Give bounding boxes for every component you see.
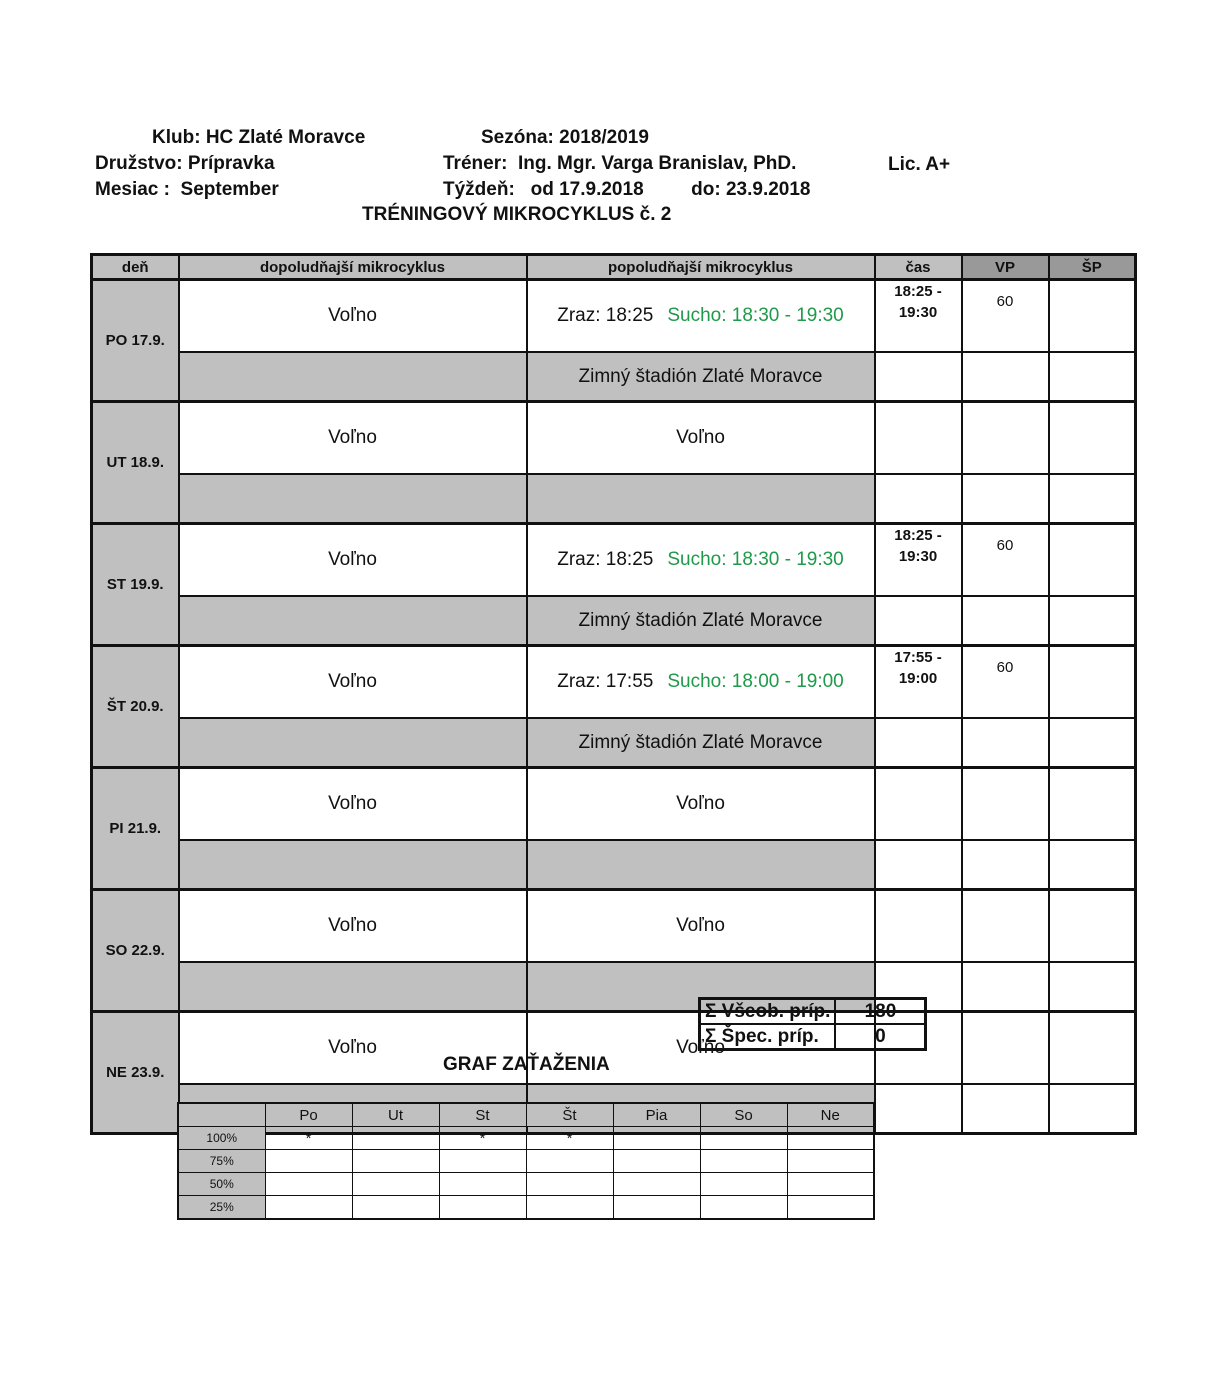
sp-cell	[1049, 646, 1136, 719]
load-cell: *	[439, 1127, 526, 1150]
pm-place: Zimný štadión Zlaté Moravce	[527, 596, 875, 646]
day-row	[92, 646, 1136, 719]
dry-training-time: Sucho: 18:30 - 19:30	[667, 305, 844, 326]
sp-cell	[1049, 524, 1136, 597]
summary-row	[700, 1024, 926, 1050]
vp-cell: 60	[962, 280, 1049, 353]
time-cell-2	[875, 840, 962, 890]
load-header-row	[178, 1103, 874, 1127]
season-label: Sezóna: 2018/2019	[481, 127, 649, 148]
vp-cell	[962, 890, 1049, 963]
pm-activity: Voľno	[527, 768, 875, 841]
pm-activity: Voľno	[527, 402, 875, 475]
vp-cell-2	[962, 718, 1049, 768]
summary-value: 0	[835, 1024, 926, 1050]
col-time: čas	[875, 255, 962, 280]
load-cell	[352, 1127, 439, 1150]
vp-cell-2	[962, 474, 1049, 524]
vp-cell: 60	[962, 646, 1049, 719]
vp-cell	[962, 1012, 1049, 1085]
team-label: Družstvo: Prípravka	[95, 153, 275, 174]
load-cell	[352, 1173, 439, 1196]
load-cell	[613, 1173, 700, 1196]
load-cell	[439, 1196, 526, 1220]
load-day-header: So	[700, 1103, 787, 1127]
pm-place	[527, 840, 875, 890]
trainer-label: Tréner: Ing. Mgr. Varga Branislav, PhD.	[443, 153, 797, 174]
sp-cell	[1049, 890, 1136, 963]
load-cell	[526, 1150, 613, 1173]
time-cell-2	[875, 1084, 962, 1134]
day-row	[92, 768, 1136, 841]
am-activity: Voľno	[179, 402, 527, 475]
vp-cell-2	[962, 1084, 1049, 1134]
col-sp: ŠP	[1049, 255, 1136, 280]
sp-cell	[1049, 768, 1136, 841]
load-cell	[787, 1127, 874, 1150]
month-label: Mesiac : September	[95, 179, 279, 200]
day-label: PO 17.9.	[92, 280, 179, 402]
col-am: dopoludňajší mikrocyklus	[179, 255, 527, 280]
summary-value: 180	[835, 999, 926, 1025]
sp-cell	[1049, 1012, 1136, 1085]
load-chart-table	[177, 1102, 875, 1220]
load-level-label: 50%	[178, 1173, 265, 1196]
am-activity: Voľno	[179, 768, 527, 841]
load-cell	[439, 1173, 526, 1196]
week-label: Týždeň: od 17.9.2018 do: 23.9.2018	[443, 179, 811, 200]
load-row	[178, 1173, 874, 1196]
load-cell: *	[526, 1127, 613, 1150]
time-cell	[875, 768, 962, 841]
pm-activity: Voľno	[527, 890, 875, 963]
day-row	[92, 890, 1136, 963]
col-day: deň	[92, 255, 179, 280]
day-label: UT 18.9.	[92, 402, 179, 524]
day-row	[92, 280, 1136, 353]
vp-cell-2	[962, 840, 1049, 890]
load-day-header: Ut	[352, 1103, 439, 1127]
microcycle-table	[90, 253, 1137, 1135]
am-place	[179, 596, 527, 646]
pm-activity	[527, 524, 875, 597]
sp-cell-2	[1049, 718, 1136, 768]
vp-cell-2	[962, 962, 1049, 1012]
time-cell	[875, 402, 962, 475]
time-cell: 17:55 - 19:00	[875, 646, 962, 719]
load-cell	[265, 1196, 352, 1220]
meet-time: Zraz: 17:55	[557, 671, 654, 692]
time-cell: 18:25 - 19:30	[875, 280, 962, 353]
dry-training-time: Sucho: 18:30 - 19:30	[667, 549, 844, 570]
sp-cell	[1049, 402, 1136, 475]
time-cell-2	[875, 474, 962, 524]
summary-table	[698, 997, 927, 1051]
am-activity: Voľno	[179, 1012, 527, 1085]
page-title: TRÉNINGOVÝ MIKROCYKLUS č. 2	[362, 204, 672, 225]
am-place	[179, 840, 527, 890]
pm-place: Zimný štadión Zlaté Moravce	[527, 352, 875, 402]
load-row	[178, 1196, 874, 1220]
load-level-label: 100%	[178, 1127, 265, 1150]
dry-training-time: Sucho: 18:00 - 19:00	[667, 671, 844, 692]
club-label: Klub: HC Zlaté Moravce	[152, 127, 366, 148]
am-activity: Voľno	[179, 646, 527, 719]
day-row	[92, 524, 1136, 597]
load-cell	[352, 1150, 439, 1173]
load-cell	[700, 1150, 787, 1173]
load-cell	[700, 1173, 787, 1196]
day-label: NE 23.9.	[92, 1012, 179, 1134]
pm-place: Zimný štadión Zlaté Moravce	[527, 718, 875, 768]
pm-activity: Voľno	[527, 1012, 875, 1085]
vp-cell-2	[962, 596, 1049, 646]
load-corner	[178, 1103, 265, 1127]
am-activity: Voľno	[179, 524, 527, 597]
pm-place	[527, 474, 875, 524]
load-chart-title: GRAF ZAŤAŽENIA	[443, 1054, 610, 1075]
vp-cell: 60	[962, 524, 1049, 597]
sp-cell-2	[1049, 1084, 1136, 1134]
sp-cell-2	[1049, 352, 1136, 402]
load-day-header: Ne	[787, 1103, 874, 1127]
sp-cell-2	[1049, 474, 1136, 524]
col-vp: VP	[962, 255, 1049, 280]
summary-row	[700, 999, 926, 1025]
time-cell-2	[875, 596, 962, 646]
load-row	[178, 1150, 874, 1173]
summary-label: Σ Špec. príp.	[700, 1024, 836, 1050]
load-cell	[613, 1196, 700, 1220]
sp-cell-2	[1049, 840, 1136, 890]
load-cell: *	[265, 1127, 352, 1150]
day-label: ŠT 20.9.	[92, 646, 179, 768]
load-cell	[700, 1196, 787, 1220]
am-activity: Voľno	[179, 280, 527, 353]
time-cell-2	[875, 352, 962, 402]
day-label: ST 19.9.	[92, 524, 179, 646]
load-cell	[700, 1127, 787, 1150]
load-cell	[787, 1150, 874, 1173]
am-place	[179, 474, 527, 524]
table-header-row	[92, 255, 1136, 280]
load-cell	[265, 1150, 352, 1173]
meet-time: Zraz: 18:25	[557, 549, 654, 570]
meet-time: Zraz: 18:25	[557, 305, 654, 326]
load-cell	[526, 1173, 613, 1196]
time-cell-2	[875, 718, 962, 768]
am-place	[179, 962, 527, 1012]
vp-cell-2	[962, 352, 1049, 402]
day-label: PI 21.9.	[92, 768, 179, 890]
time-cell	[875, 890, 962, 963]
load-cell	[352, 1196, 439, 1220]
pm-activity	[527, 646, 875, 719]
load-cell	[613, 1127, 700, 1150]
load-cell	[613, 1150, 700, 1173]
vp-cell	[962, 402, 1049, 475]
load-row	[178, 1127, 874, 1150]
load-level-label: 75%	[178, 1150, 265, 1173]
vp-cell	[962, 768, 1049, 841]
load-level-label: 25%	[178, 1196, 265, 1220]
load-cell	[526, 1196, 613, 1220]
load-day-header: Po	[265, 1103, 352, 1127]
load-cell	[787, 1173, 874, 1196]
pm-activity	[527, 280, 875, 353]
am-place	[179, 352, 527, 402]
load-day-header: Pia	[613, 1103, 700, 1127]
load-cell	[787, 1196, 874, 1220]
load-day-header: Št	[526, 1103, 613, 1127]
sp-cell-2	[1049, 962, 1136, 1012]
day-row	[92, 1012, 1136, 1085]
day-row	[92, 402, 1136, 475]
license-label: Lic. A+	[888, 154, 951, 175]
col-pm: popoludňajší mikrocyklus	[527, 255, 875, 280]
am-place	[179, 718, 527, 768]
load-cell	[265, 1173, 352, 1196]
summary-label: Σ Všeob. príp.	[700, 999, 836, 1025]
load-cell	[439, 1150, 526, 1173]
day-label: SO 22.9.	[92, 890, 179, 1012]
sp-cell	[1049, 280, 1136, 353]
load-day-header: St	[439, 1103, 526, 1127]
time-cell: 18:25 - 19:30	[875, 524, 962, 597]
sp-cell-2	[1049, 596, 1136, 646]
am-activity: Voľno	[179, 890, 527, 963]
